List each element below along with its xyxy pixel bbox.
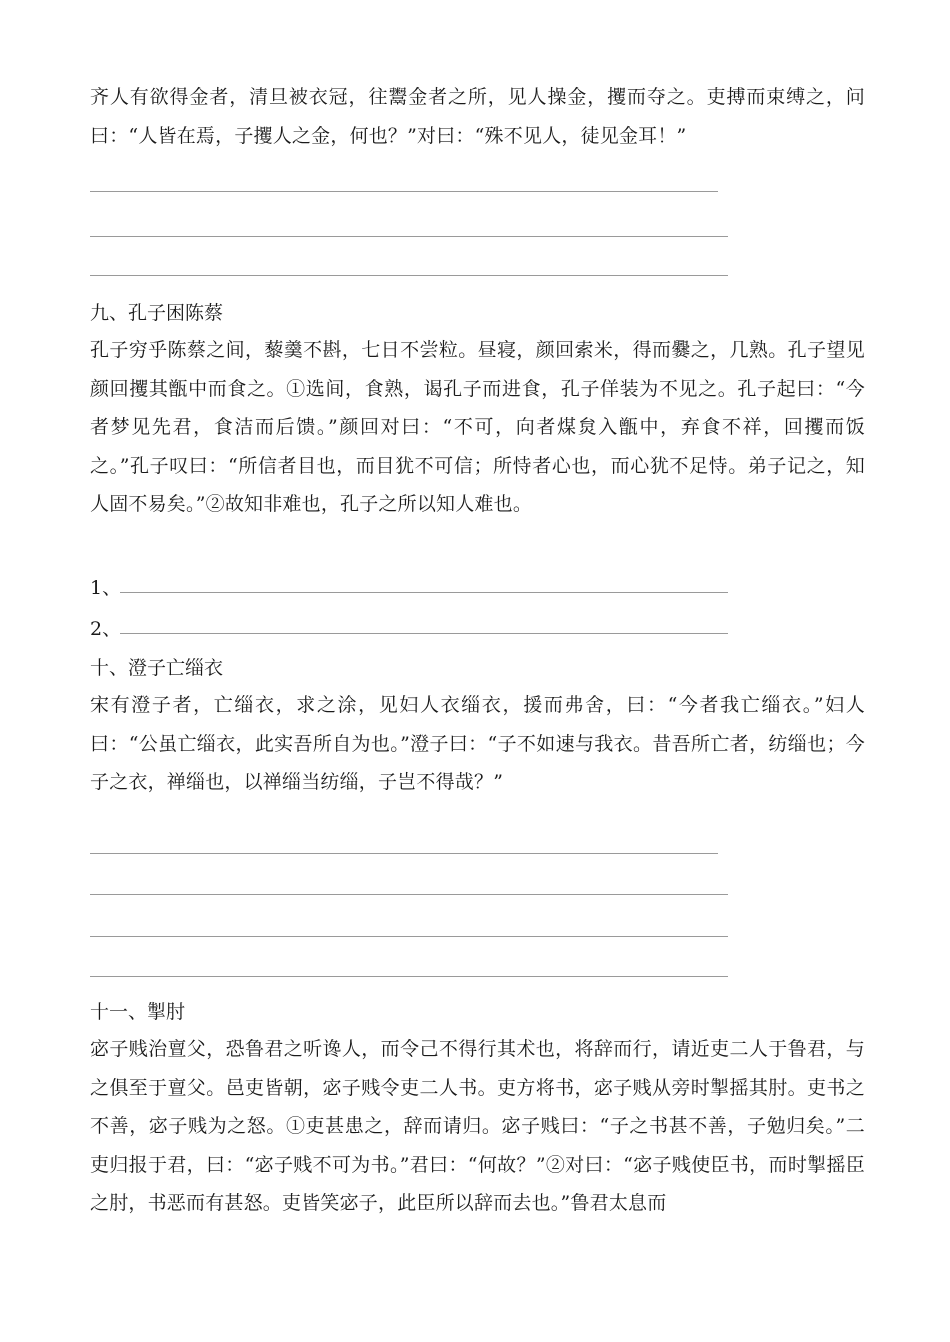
answer-line[interactable] [90,236,728,237]
answer-line[interactable] [90,853,718,854]
section-title-chezhou: 十一、掣肘 [90,1001,186,1023]
answer-line[interactable] [90,894,728,895]
passage-chezhou: 宓子贱治亶父，恐鲁君之听谗人，而令己不得行其术也，将辞而行，请近吏二人于鲁君，与之俱至于亶父。邑吏皆朝，宓子贱令吏二人书。吏方将书，宓子贱从旁时掣摇其肘。吏书之不善，宓子贱为之怒。①吏甚患之，辞而请归。宓子贱曰：“子之书甚不善，子勉归矣。”二吏归报于君，曰：“宓子贱不可为书。”君曰：“何故？”②对曰：“宓子贱使臣书，而时掣摇臣之肘，书恶而有甚怒。吏皆笑宓子，此臣所以辞而去也。”鲁君太息而 [90,1038,865,1214]
answer-line-2[interactable] [120,633,728,634]
passage-chengzi: 宋有澄子者，亡缁衣，求之涂，见妇人衣缁衣，援而弗舍，曰：“今者我亡缁衣。”妇人曰：“公虽亡缁衣，此实吾所自为也。”澄子曰：“子不如速与我衣。昔吾所亡者，纺缁也；今子之衣，禅缁也，以禅缁当纺缁，子岂不得哉？” [90,694,865,793]
passage-qiren-jin: 齐人有欲得金者，清旦被衣冠，往鬻金者之所，见人操金，攫而夺之。吏搏而束缚之，问曰：“人皆在焉，子攫人之金，何也？”对曰：“殊不见人，徒见金耳！” [90,86,865,147]
answer-line[interactable] [90,275,728,276]
answer-line[interactable] [90,936,728,937]
answer-line-1[interactable] [120,592,728,593]
passage-kongzi: 孔子穷乎陈蔡之间，藜羹不斟，七日不尝粒。昼寝，颜回索米，得而爨之，几熟。孔子望见颜回攫其甑中而食之。①选间，食熟，谒孔子而进食，孔子佯装为不见之。孔子起曰：“今者梦见先君，食洁而后馈。”颜回对曰：“不可，向者煤炱入甑中，弃食不祥，回攫而饭之。”孔子叹曰：“所信者目也，而目犹不可信；所恃者心也，而心犹不足恃。弟子记之，知人固不易矣。”②故知非难也，孔子之所以知人难也。 [90,339,865,515]
section-title-chengzi: 十、澄子亡缁衣 [90,657,224,679]
answer-line[interactable] [90,191,718,192]
section-title-kongzi: 九、孔子困陈蔡 [90,302,224,324]
answer-number-1: 1、 [90,577,122,599]
answer-number-2: 2、 [90,618,122,640]
answer-line[interactable] [90,976,728,977]
